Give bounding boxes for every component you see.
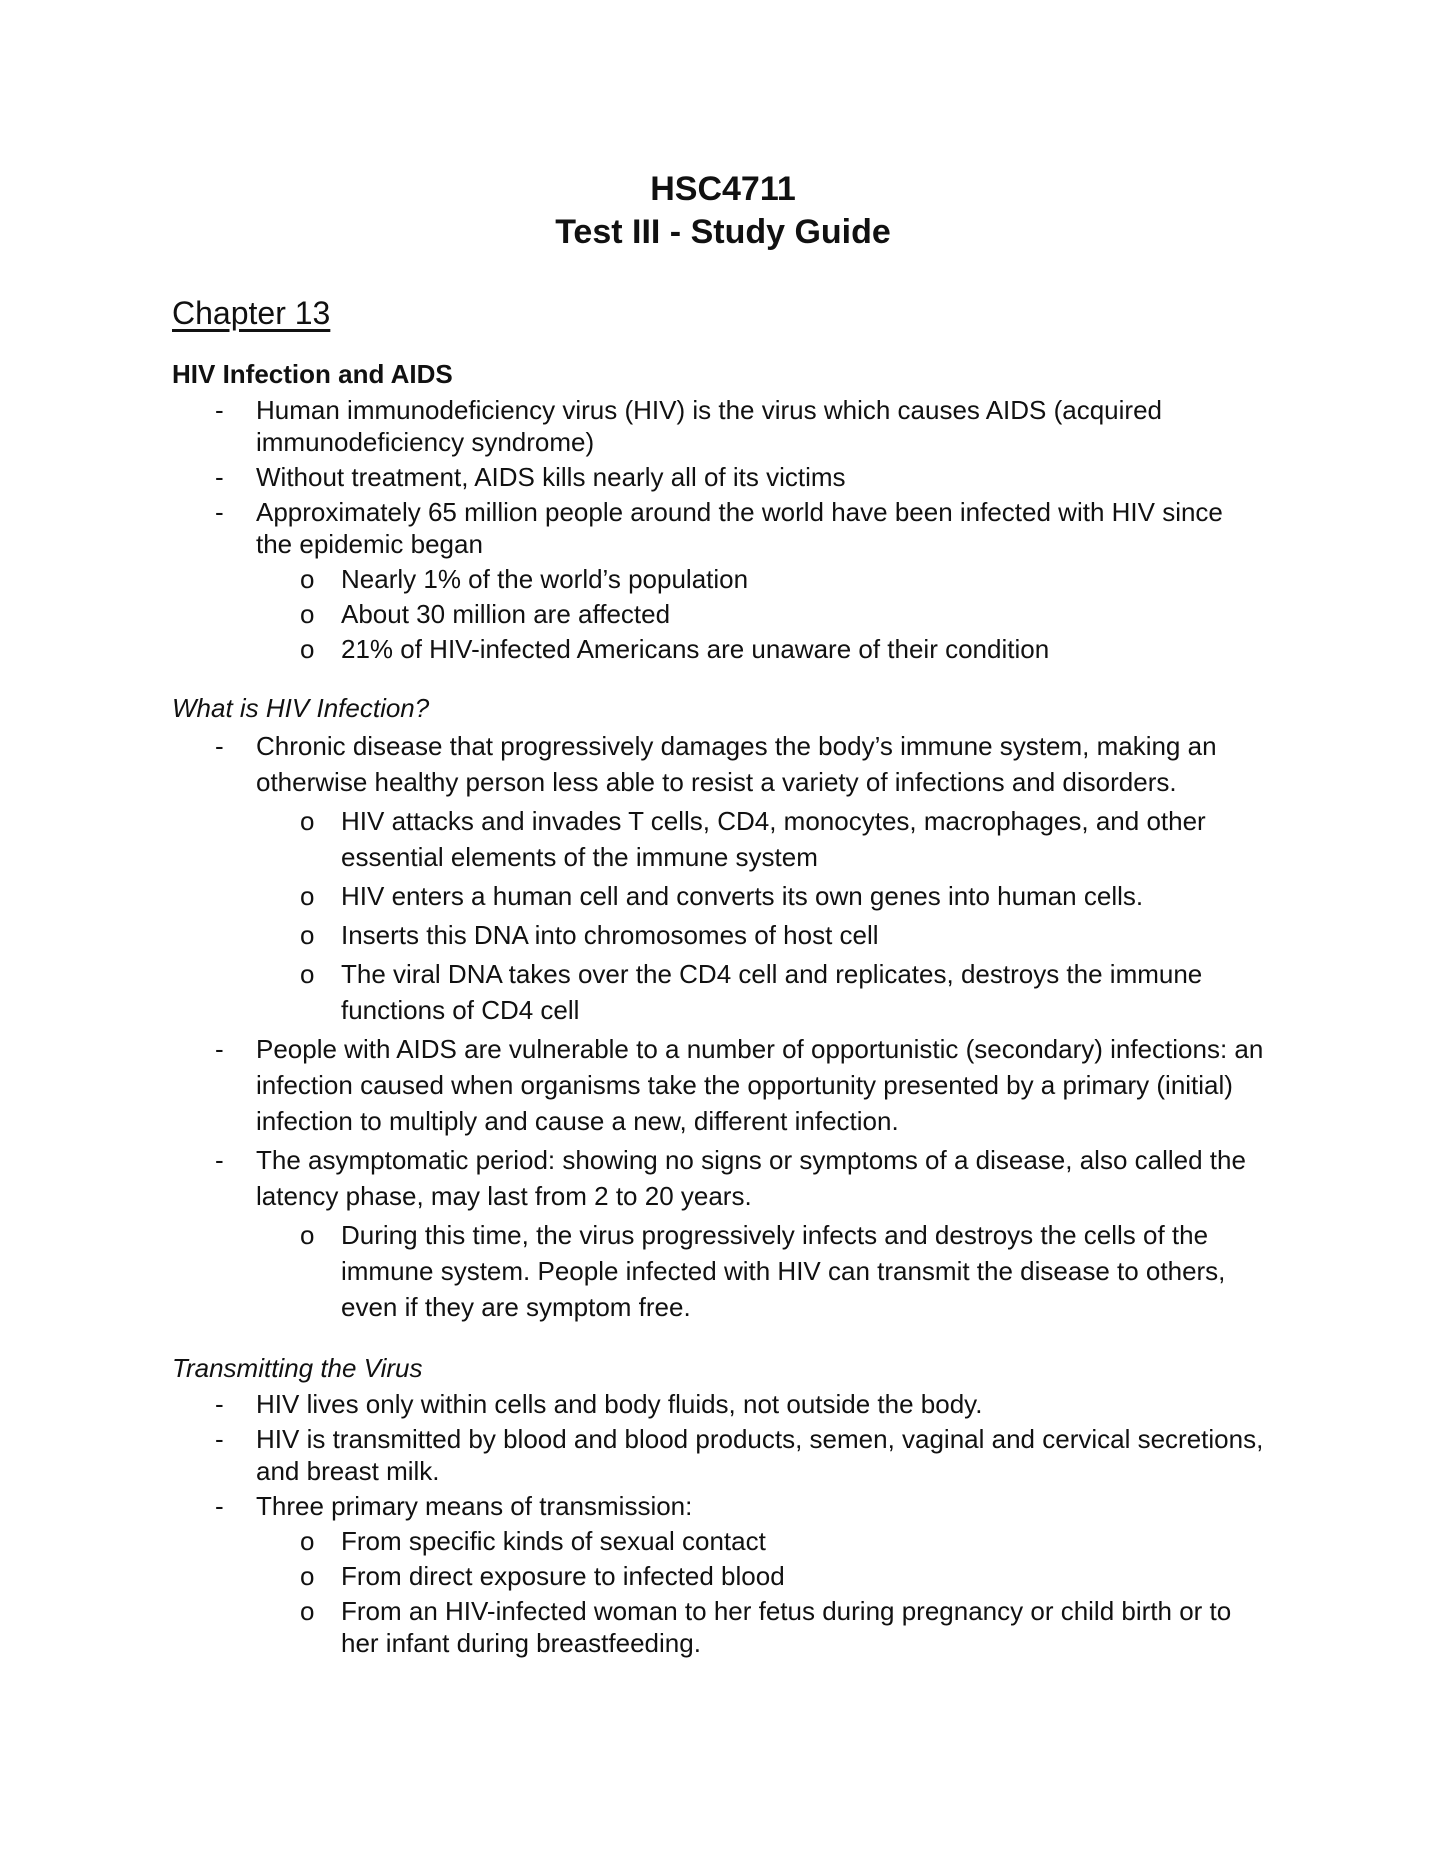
sub-list-item: o Inserts this DNA into chromosomes of host cell [256, 917, 1266, 953]
what-is-sub-bullet-list [256, 803, 1266, 1028]
list-item-text: - Approximately 65 million people around the world have been infected with HIV since the epidemic began [256, 497, 1223, 559]
list-item: - Three primary means of transmission: [172, 1490, 1266, 1522]
what-is-bullet-list [172, 728, 1266, 800]
subsection-heading-transmitting: Transmitting the Virus [172, 1353, 423, 1383]
sub-list-item: o The viral DNA takes over the CD4 cell and replicates, destroys the immune functions of CD4 cell [256, 956, 1266, 1028]
sub-list-item: o Nearly 1% of the world’s population [256, 563, 1266, 595]
sub-list-item: o HIV enters a human cell and converts its own genes into human cells. [256, 878, 1266, 914]
list-item: - Chronic disease that progressively damages the body’s immune system, making an otherwise healthy person less able to resist a variety of infections and disorders. [172, 728, 1266, 800]
list-item: - Without treatment, AIDS kills nearly all of its victims [172, 461, 1266, 493]
sub-list-item: o During this time, the virus progressively infects and destroys the cells of the immune system. People infected with HIV can transmit the disease to others, even if they are symptom free. [256, 1217, 1266, 1325]
what-is-sub-bullet-list-2 [256, 1217, 1266, 1325]
list-item: - HIV lives only within cells and body fluids, not outside the body. [172, 1388, 1266, 1420]
chapter-heading: Chapter 13 [172, 295, 331, 331]
list-item: - Human immunodeficiency virus (HIV) is the virus which causes AIDS (acquired immunodeficiency syndrome) [172, 394, 1266, 458]
intro-bullet-list [172, 394, 1266, 560]
sub-list-item: o From direct exposure to infected blood [256, 1560, 1266, 1592]
sub-list-item: o 21% of HIV-infected Americans are unaware of their condition [256, 633, 1266, 665]
subsection-heading-what-is-hiv: What is HIV Infection? [172, 693, 430, 723]
sub-list-item: o From an HIV-infected woman to her fetus during pregnancy or child birth or to her infant during breastfeeding. [256, 1595, 1266, 1659]
list-item: - The asymptomatic period: showing no signs or symptoms of a disease, also called the latency phase, may last from 2 to 20 years. [172, 1142, 1266, 1214]
list-item [172, 496, 1266, 560]
intro-sub-bullet-list [256, 563, 1266, 665]
sub-list-item: o From specific kinds of sexual contact [256, 1525, 1266, 1557]
what-is-bullet-list-2 [172, 1031, 1266, 1214]
list-item: - HIV is transmitted by blood and blood products, semen, vaginal and cervical secretions, and breast milk. [172, 1423, 1266, 1487]
document-title: Test III - Study Guide [555, 213, 891, 251]
sub-list-item: o HIV attacks and invades T cells, CD4, monocytes, macrophages, and other essential elements of the immune system [256, 803, 1266, 875]
course-code: HSC4711 [650, 170, 796, 208]
list-item: - People with AIDS are vulnerable to a number of opportunistic (secondary) infections: an infection caused when organisms take the opportunity presented by a primary (initial) infection to multiply and cause a new, different infection. [172, 1031, 1266, 1139]
section-heading: HIV Infection and AIDS [172, 359, 453, 389]
transmitting-sub-bullet-list [256, 1525, 1266, 1659]
sub-list-item: o About 30 million are affected [256, 598, 1266, 630]
transmitting-bullet-list [172, 1388, 1266, 1522]
